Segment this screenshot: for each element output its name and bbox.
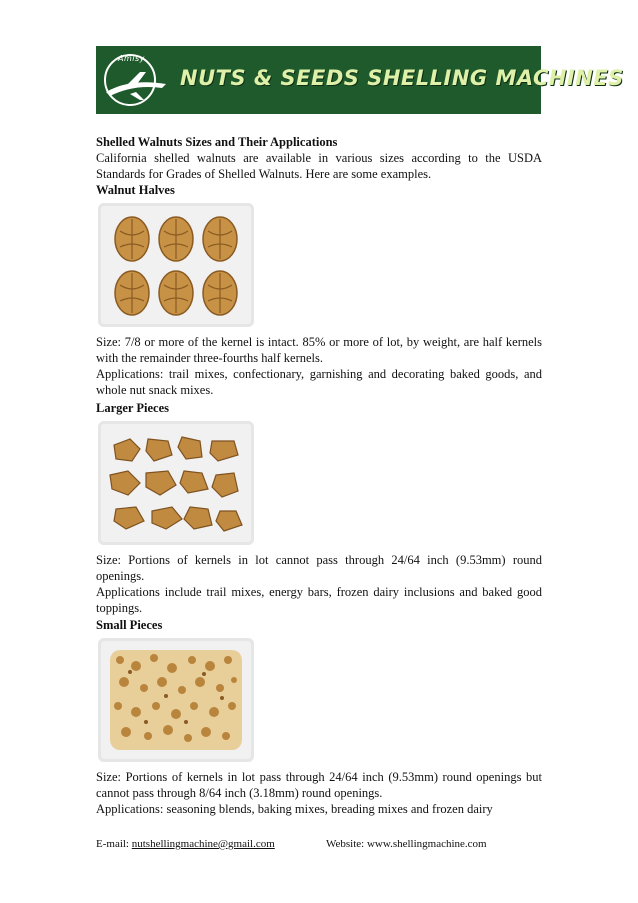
walnut-halves-image xyxy=(96,201,256,329)
banner-title: NUTS & SEEDS SHELLING MACHINES xyxy=(180,66,624,90)
larger-pieces-photo xyxy=(96,419,256,547)
logo-text: Amisy xyxy=(118,54,145,63)
email-link[interactable]: nutshellingmachine@gmail.com xyxy=(131,838,275,850)
email-label: E-mail: xyxy=(96,838,132,850)
larger-pieces-image xyxy=(96,419,256,547)
website-text: Website: www.shellingmachine.com xyxy=(326,838,487,850)
header-banner xyxy=(96,46,624,114)
walnut-halves-applications: Applications: trail mixes, confectionary, garnishing and decorating baked goods, and whole nut snack mixes. xyxy=(96,367,542,397)
small-pieces-photo xyxy=(96,636,256,764)
larger-pieces-size: Size: Portions of kernels in lot cannot pass through 24/64 inch (9.53mm) round openings. xyxy=(96,553,542,583)
section-title-walnut-halves: Walnut Halves xyxy=(96,183,175,197)
walnut-halves-photo xyxy=(96,201,256,329)
walnut-halves-size: Size: 7/8 or more of the kernel is intact. 85% or more of lot, by weight, are half kernels with the remainder three-fourths half kernels. xyxy=(96,335,542,365)
section-title-larger-pieces: Larger Pieces xyxy=(96,401,169,415)
intro-paragraph: California shelled walnuts are available in various sizes according to the USDA Standards for Grades of Shelled Walnuts. Here are some examples. xyxy=(96,151,542,181)
small-pieces-size: Size: Portions of kernels in lot pass through 24/64 inch (9.53mm) round openings but cannot pass through 8/64 inch (3.18mm) round openings. xyxy=(96,770,542,800)
page-heading: Shelled Walnuts Sizes and Their Applications xyxy=(96,135,338,149)
email-line xyxy=(96,838,275,850)
small-pieces-image xyxy=(96,636,256,764)
larger-pieces-applications: Applications include trail mixes, energy bars, frozen dairy inclusions and baked good toppings. xyxy=(96,585,542,615)
section-title-small-pieces: Small Pieces xyxy=(96,618,163,632)
small-pieces-applications: Applications: seasoning blends, baking mixes, breading mixes and frozen dairy xyxy=(96,802,493,816)
